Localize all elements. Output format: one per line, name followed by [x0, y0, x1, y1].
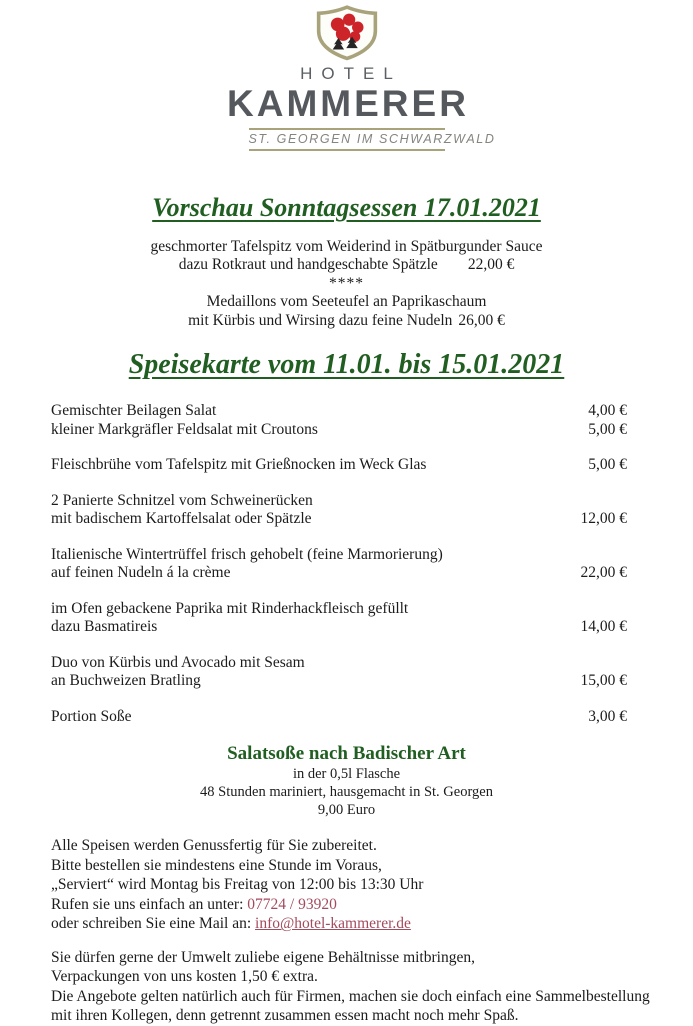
sunday-dish1-price: 22,00 € — [467, 256, 515, 274]
notes-line2: Verpackungen von uns kosten 1,50 € extra. — [51, 968, 318, 986]
info-line1: Alle Speisen werden Genussfertig für Sie zubereitet. — [51, 837, 377, 855]
menu-item-row — [51, 510, 627, 529]
item-text: Fleischbrühe vom Tafelspitz mit Grießnocken im Weck Glas — [51, 456, 427, 474]
salad-dressing-line2: 48 Stunden mariniert, hausgemacht in St. Georgen — [200, 784, 493, 801]
info-phone-prefix: Rufen sie uns einfach an unter: — [51, 895, 248, 913]
menu-item-row — [51, 564, 627, 583]
menu-group-duo — [51, 654, 627, 691]
sunday-dish2-line1: Medaillons vom Seeteufel an Paprikaschaum — [206, 293, 487, 311]
item-price: 5,00 € — [588, 420, 627, 438]
salad-dressing-title: Salatsoße nach Badischer Art — [227, 743, 466, 765]
info-phone-line — [51, 895, 693, 915]
item-text: Portion Soße — [51, 707, 132, 725]
menu-group-truffle — [51, 546, 627, 583]
menu-item-row — [51, 402, 627, 421]
logo-hotel-word: HOTEL — [300, 64, 402, 83]
item-price: 22,00 € — [580, 564, 627, 582]
shield-crest-icon — [311, 5, 383, 61]
item-text: dazu Basmatireis — [51, 618, 158, 636]
item-text: Gemischter Beilagen Salat — [51, 402, 217, 420]
menu-group-salads — [51, 402, 627, 439]
notes-line1: Sie dürfen gerne der Umwelt zuliebe eigene Behältnisse mitbringen, — [51, 948, 475, 966]
heading-weekly-menu — [0, 349, 693, 381]
info-email-prefix: oder schreiben Sie eine Mail an: — [51, 915, 256, 933]
tagline-rule-bottom — [249, 149, 445, 151]
item-text: mit badischem Kartoffelsalat oder Spätzle — [51, 510, 312, 528]
notes-block — [0, 948, 693, 1026]
menu-item-row — [51, 546, 627, 565]
info-line2: Bitte bestellen sie mindestens eine Stunde im Voraus, — [51, 856, 382, 874]
info-line3: „Serviert“ wird Montag bis Freitag von 12:00 bis 13:30 Uhr — [51, 876, 424, 894]
item-text: im Ofen gebackene Paprika mit Rinderhackfleisch gefüllt — [51, 599, 409, 617]
item-text: auf feinen Nudeln á la crème — [51, 564, 231, 582]
sunday-dish2-line2-text: mit Kürbis und Wirsing dazu feine Nudeln — [188, 311, 453, 329]
logo-tagline: ST. GEORGEN IM SCHWARZWALD — [248, 131, 496, 146]
weekly-menu-list — [0, 402, 693, 726]
sunday-dish2-price: 26,00 € — [458, 311, 505, 329]
item-text: Italienische Wintertrüffel frisch gehobelt (feine Marmorierung) — [51, 545, 443, 563]
menu-item-row — [51, 654, 627, 673]
course-separator: **** — [329, 274, 364, 292]
item-price: 3,00 € — [588, 707, 627, 725]
menu-group-paprika — [51, 600, 627, 637]
salad-dressing-block — [0, 743, 693, 819]
menu-item-row — [51, 421, 627, 440]
ordering-info-block — [0, 836, 693, 934]
item-price: 15,00 € — [580, 672, 627, 690]
info-email-line — [51, 914, 693, 934]
menu-item-row — [51, 708, 627, 727]
menu-group-schnitzel — [51, 492, 627, 529]
item-text: Duo von Kürbis und Avocado mit Sesam — [51, 653, 305, 671]
salad-dressing-line1: in der 0,5l Flasche — [292, 766, 401, 783]
menu-item-row — [51, 672, 627, 691]
item-text: an Buchweizen Bratling — [51, 672, 201, 690]
logo-tagline-block — [248, 128, 496, 151]
item-text: kleiner Markgräfler Feldsalat mit Croutons — [51, 420, 318, 438]
menu-item-row — [51, 600, 627, 619]
email-link[interactable]: info@hotel-kammerer.de — [255, 915, 411, 933]
logo-hotel-name: KAMMERER — [227, 83, 469, 124]
item-price: 5,00 € — [588, 456, 627, 474]
salad-dressing-price: 9,00 Euro — [317, 802, 376, 819]
menu-item-row — [51, 618, 627, 637]
notes-line3: Die Angebote gelten natürlich auch für Firmen, machen sie doch einfach eine Sammelbestellung — [51, 987, 650, 1005]
item-price: 14,00 € — [580, 618, 627, 636]
sunday-dish2-line2 — [0, 312, 693, 331]
menu-item-row — [51, 492, 627, 511]
sunday-dish1-line1: geschmorter Tafelspitz vom Weiderind in Spätburgunder Sauce — [150, 237, 543, 255]
item-text: 2 Panierte Schnitzel vom Schweinerücken — [51, 491, 313, 509]
item-price: 12,00 € — [580, 510, 627, 528]
sunday-preview-block — [0, 238, 693, 331]
menu-group-sauce — [51, 708, 627, 727]
sunday-dish1-line2 — [0, 256, 693, 275]
menu-group-soup — [51, 456, 627, 475]
notes-line4: mit ihren Kollegen, denn getrennt zusammen essen macht noch mehr Spaß. — [51, 1007, 519, 1025]
heading-sunday-preview — [0, 193, 693, 223]
heading-sunday-preview-text: Vorschau Sonntagsessen 17.01.2021 — [152, 192, 541, 222]
hotel-logo — [0, 0, 693, 151]
menu-item-row — [51, 456, 627, 475]
phone-number: 07724 / 93920 — [247, 895, 337, 913]
item-price: 4,00 € — [588, 402, 627, 420]
heading-weekly-menu-text: Speisekarte vom 11.01. bis 15.01.2021 — [128, 349, 565, 381]
sunday-dish1-line2-text: dazu Rotkraut und handgeschabte Spätzle — [178, 256, 438, 274]
